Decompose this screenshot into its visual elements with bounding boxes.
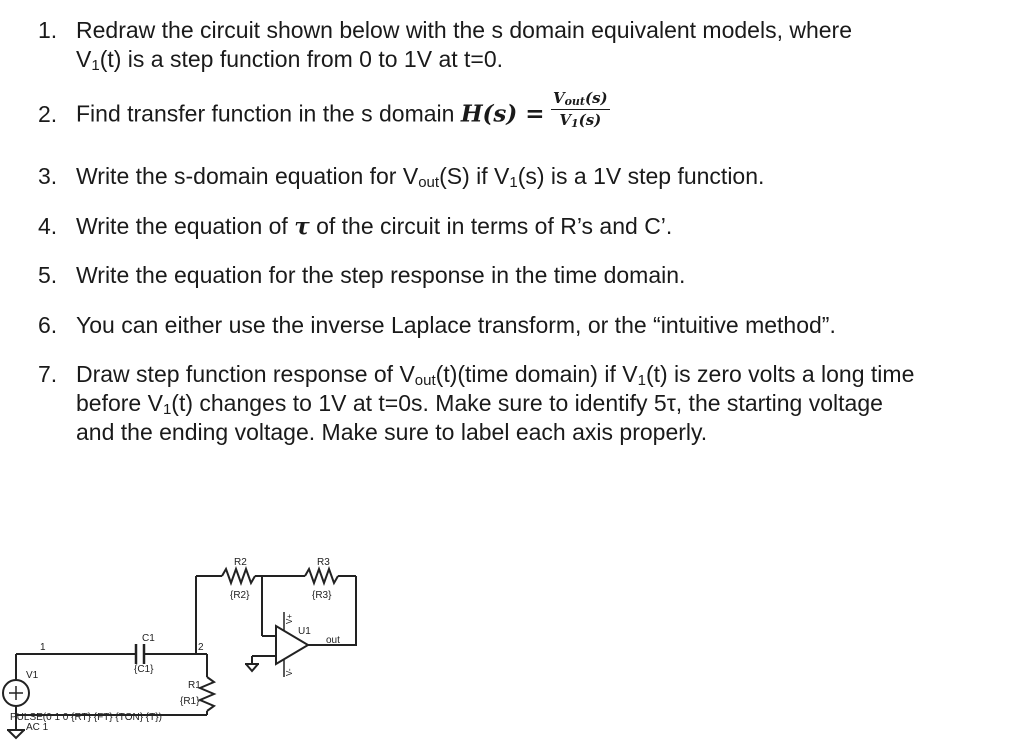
question-number: 6. xyxy=(38,312,58,338)
label-r3-value: {R3} xyxy=(312,590,332,601)
transfer-function-fraction: $\frac{V_{out}(s)}{V_1(s)}$ xyxy=(552,89,608,130)
label-c1: C1 xyxy=(142,633,155,644)
question-number: 7. xyxy=(38,361,58,387)
question-text: You can either use the inverse Laplace transform, or the “intuitive method”. xyxy=(76,312,836,338)
label-c1-value: {C1} xyxy=(134,664,154,675)
question-number: 1. xyxy=(38,17,58,43)
question-text: Find transfer function in the s domain xyxy=(76,100,461,127)
question-3: 3. Write the s-domain equation for $V_{out}(S)$ if $V_1(s)$ is a 1V step function. xyxy=(38,163,765,191)
resistor-r2 xyxy=(222,569,255,583)
label-pulse: PULSE(0 1 0 {RT} {FT} {TON} {T}) xyxy=(10,712,162,723)
question-number: 2. xyxy=(38,100,58,127)
question-number: 5. xyxy=(38,262,58,288)
question-7: 7. Draw step function response of $V_{out}(t)(time$ domain) if $V_1(t)$ is zero volts a long time before $V_1(t)$ changes to 1V at t=0s. Make sure to identify 5τ, the starting voltage and the ending voltage. Make sure to label each axis properly. xyxy=(38,361,915,445)
label-ac: AC 1 xyxy=(26,722,49,733)
label-r3: R3 xyxy=(317,557,330,568)
label-u1: U1 xyxy=(298,626,311,637)
capacitor-c1 xyxy=(136,644,144,664)
label-v1: V1 xyxy=(26,670,39,681)
question-number: 3. xyxy=(38,163,58,189)
label-node-2: 2 xyxy=(198,642,204,653)
label-r1: R1 xyxy=(188,680,201,691)
question-2 xyxy=(38,89,610,135)
question-4: 4. Write the equation of τ of the circuit in terms of R’s and C’. xyxy=(38,213,673,240)
tau-symbol: τ xyxy=(294,213,310,240)
question-6 xyxy=(38,311,836,340)
question-text: Redraw the circuit shown below with the s domain equivalent models, where xyxy=(76,17,853,43)
label-node-1: 1 xyxy=(40,642,46,653)
resistor-r3 xyxy=(305,569,338,583)
question-text: Write the equation for the step response in the time domain. xyxy=(76,262,686,288)
label-r1-value: {R1} xyxy=(180,696,200,707)
label-vplus: V+ xyxy=(285,613,294,624)
label-r2-value: {R2} xyxy=(230,590,250,601)
resistor-r1 xyxy=(200,677,214,711)
question-5 xyxy=(38,261,685,290)
transfer-function-label: H(s) = xyxy=(460,100,545,128)
label-r2: R2 xyxy=(234,557,247,568)
label-vminus: V- xyxy=(285,668,294,676)
question-text-line2: $V_1(t)$ is a step function from 0 to 1V at t=0. xyxy=(76,46,504,74)
question-number: 4. xyxy=(38,213,58,239)
label-out: out xyxy=(326,635,340,646)
question-1 xyxy=(38,16,852,74)
circuit-schematic xyxy=(0,552,380,742)
